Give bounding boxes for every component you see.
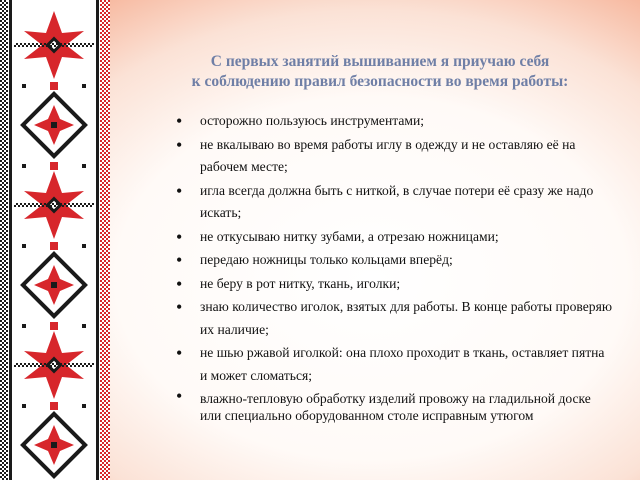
- ornament-motif: [14, 11, 94, 79]
- ornament-motif: [23, 94, 85, 156]
- ornament-motif: [23, 414, 85, 476]
- embroidery-border: [0, 0, 110, 480]
- list-item: • осторожно пользуюсь инструментами;: [176, 110, 612, 133]
- ornament-motif: [23, 254, 85, 316]
- list-item: • игла всегда должна быть с ниткой, в случае потери её сразу же надо искать;: [176, 180, 612, 225]
- list-item: • влажно-тепловую обработку изделий провожу на гладильной доске или специально оборудованном столе исправным утюгом: [176, 390, 612, 424]
- list-item: • не беру в рот нитку, ткань, иголки;: [176, 273, 612, 296]
- safety-rules-list: [176, 110, 612, 425]
- title-line-1: С первых занятий вышиванием я приучаю себя: [210, 53, 550, 70]
- page-title: [150, 52, 610, 92]
- ornament-motif: [14, 171, 94, 239]
- ornament-motif: [14, 331, 94, 399]
- list-item: • не вкалываю во время работы иглу в одежду и не оставляю её на рабочем месте;: [176, 134, 612, 179]
- list-item: • знаю количество иголок, взятых для работы. В конце работы проверяю их наличие;: [176, 296, 612, 341]
- list-item: • передаю ножницы только кольцами вперёд;: [176, 249, 612, 272]
- list-item: • не шью ржавой иголкой: она плохо проходит в ткань, оставляет пятна и может сломаться;: [176, 342, 612, 387]
- title-line-2: к соблюдению правил безопасности во время работы:: [191, 73, 569, 90]
- list-item: • не откусываю нитку зубами, а отрезаю ножницами;: [176, 226, 612, 249]
